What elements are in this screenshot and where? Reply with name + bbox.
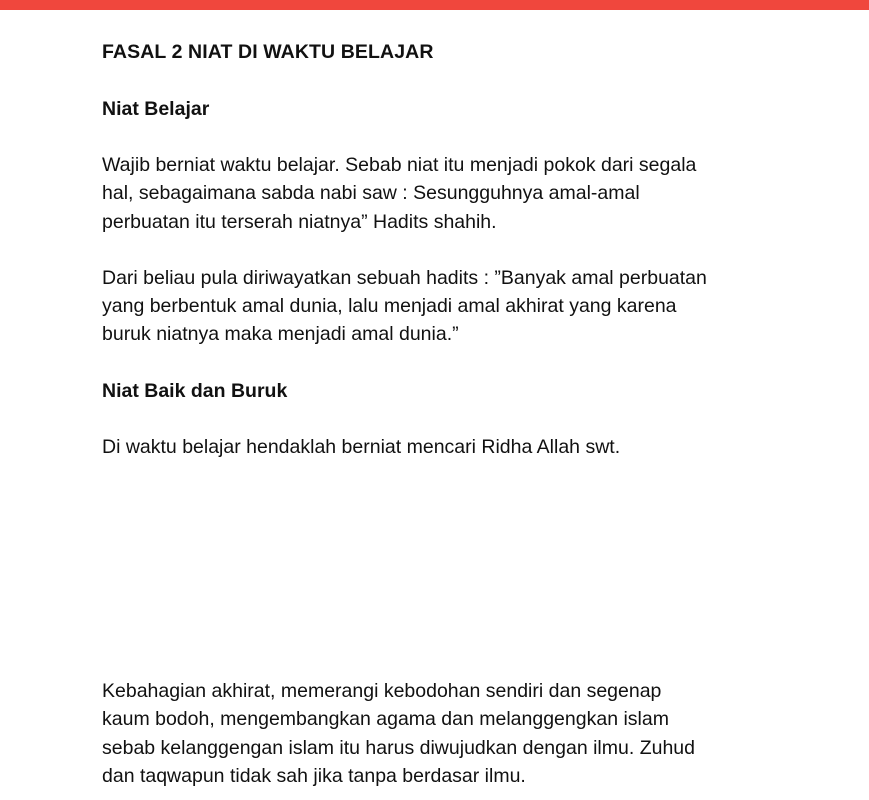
paragraph-kebahagian-akhirat: Kebahagian akhirat, memerangi kebodohan sendiri dan segenap kaum bodoh, mengembangkan agama dan melanggengkan islam sebab kelanggengan islam itu harus diwujudkan dengan ilmu. Zuhud dan taqwapun tidak sah jika tanpa berdasar ilmu. [102,680,695,787]
top-accent-bar [0,0,869,10]
section-heading-niat-baik-buruk: Niat Baik dan Buruk [102,379,288,402]
paragraph-wajib-berniat: Wajib berniat waktu belajar. Sebab niat itu menjadi pokok dari segala hal, sebagaimana sabda nabi saw : Sesungguhnya amal-amal perbuatan itu terserah niatnya” Hadits shahih. [102,154,697,233]
paragraph-hadits-amal-dunia: Dari beliau pula diriwayatkan sebuah hadits : ”Banyak amal perbuatan yang berbentuk amal dunia, lalu menjadi amal akhirat yang karena buruk niatnya maka menjadi amal dunia.” [102,266,707,346]
section-heading-niat-belajar: Niat Belajar [102,98,210,120]
paragraph-ridha-allah: Di waktu belajar hendaklah berniat mencari Ridha Allah swt. [102,435,621,458]
document-page [102,38,802,790]
chapter-title: FASAL 2 NIAT DI WAKTU BELAJAR [102,41,434,63]
